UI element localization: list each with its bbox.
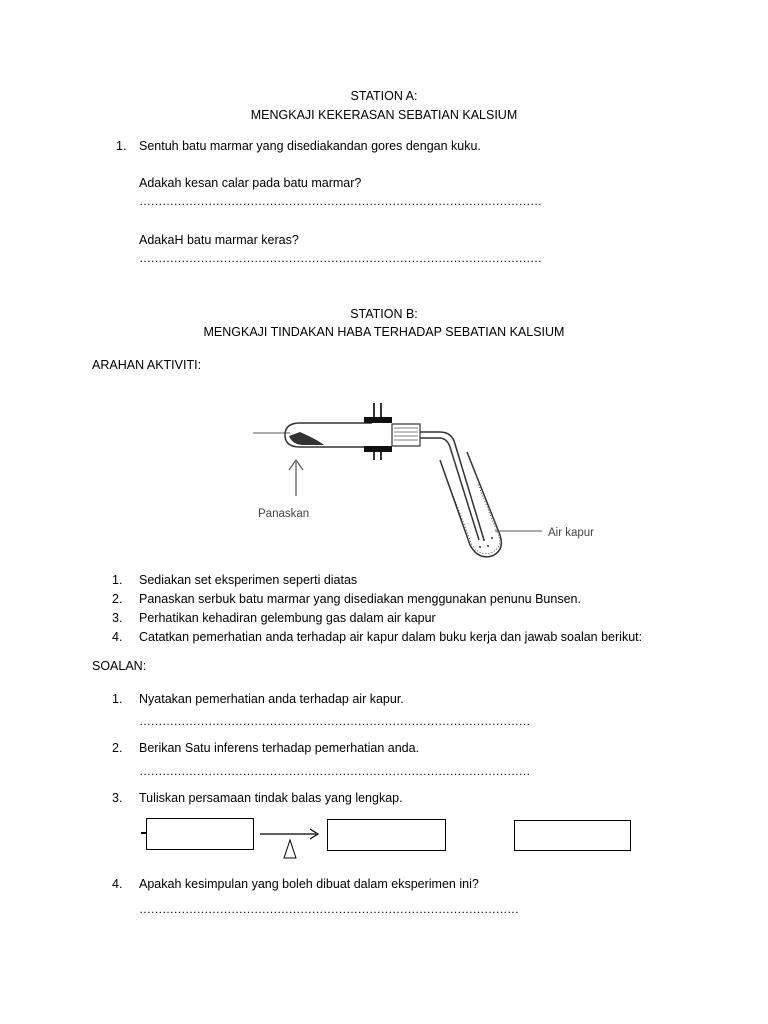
marble-powder — [289, 432, 324, 445]
station-a-question-1: Adakah kesan calar pada batu marmar? — [139, 176, 362, 190]
step-4-text: Catatkan pemerhatian anda terhadap air kapur dalam buku kerja dan jawab soalan berikut: — [139, 630, 643, 644]
question-1-text: Nyatakan pemerhatian anda terhadap air kapur. — [139, 692, 404, 706]
clamp-bottom — [364, 446, 392, 452]
question-1-number: 1. — [112, 692, 123, 706]
question-4-text: Apakah kesimpulan yang boleh dibuat dalam eksperimen ini? — [139, 877, 479, 891]
limewater-liquid — [448, 482, 500, 554]
step-3-number: 3. — [112, 611, 123, 625]
question-4-answer-line[interactable]: ……………………………………………………………………………………… — [139, 902, 519, 916]
arahan-heading: ARAHAN AKTIVITI: — [92, 358, 202, 372]
station-a-item-text: Sentuh batu marmar yang disediakandan gores dengan kuku. — [139, 139, 481, 153]
label-air-kapur: Air kapur — [548, 527, 595, 539]
station-a-answer-line-2[interactable]: …………………………………………………………………………………………… — [139, 251, 542, 265]
station-b-title: STATION B: — [350, 307, 418, 321]
question-2-text: Berikan Satu inferens terhadap pemerhatian anda. — [139, 741, 420, 755]
step-2-number: 2. — [112, 592, 123, 606]
equation-product-box-2[interactable] — [514, 820, 631, 851]
station-a-subtitle: MENGKAJI KEKERASAN SEBATIAN KALSIUM — [250, 108, 518, 122]
station-a-answer-line-1[interactable]: …………………………………………………………………………………………… — [139, 194, 542, 208]
question-2-answer-line[interactable]: ………………………………………………………………………………………… — [139, 764, 530, 778]
step-3-text: Perhatikan kehadiran gelembung gas dalam air kapur — [139, 611, 436, 625]
step-1-number: 1. — [112, 573, 123, 587]
question-3-number: 3. — [112, 791, 123, 805]
equation-reactant-box[interactable] — [146, 818, 254, 850]
station-a-title: STATION A: — [350, 89, 418, 103]
station-a-question-2: AdakaH batu marmar keras? — [139, 233, 299, 247]
clamp-top — [364, 417, 392, 423]
step-2-text: Panaskan serbuk batu marmar yang disediakan menggunakan penunu Bunsen. — [139, 592, 581, 606]
question-1-answer-line[interactable]: ………………………………………………………………………………………… — [139, 714, 530, 728]
question-4-number: 4. — [112, 877, 123, 891]
label-panaskan: Panaskan — [258, 508, 310, 520]
station-a-item-number: 1. — [116, 139, 127, 153]
soalan-heading: SOALAN: — [92, 659, 147, 673]
station-b-subtitle: MENGKAJI TINDAKAN HABA TERHADAP SEBATIAN KALSIUM — [203, 325, 565, 339]
equation-product-box-1[interactable] — [327, 819, 446, 851]
step-4-number: 4. — [112, 630, 123, 644]
question-3-text: Tuliskan persamaan tindak balas yang lengkap. — [139, 791, 403, 805]
heat-reaction-arrow-icon — [258, 826, 322, 862]
question-2-number: 2. — [112, 741, 123, 755]
rubber-stopper — [392, 424, 420, 446]
step-1-text: Sediakan set eksperimen seperti diatas — [139, 573, 358, 587]
